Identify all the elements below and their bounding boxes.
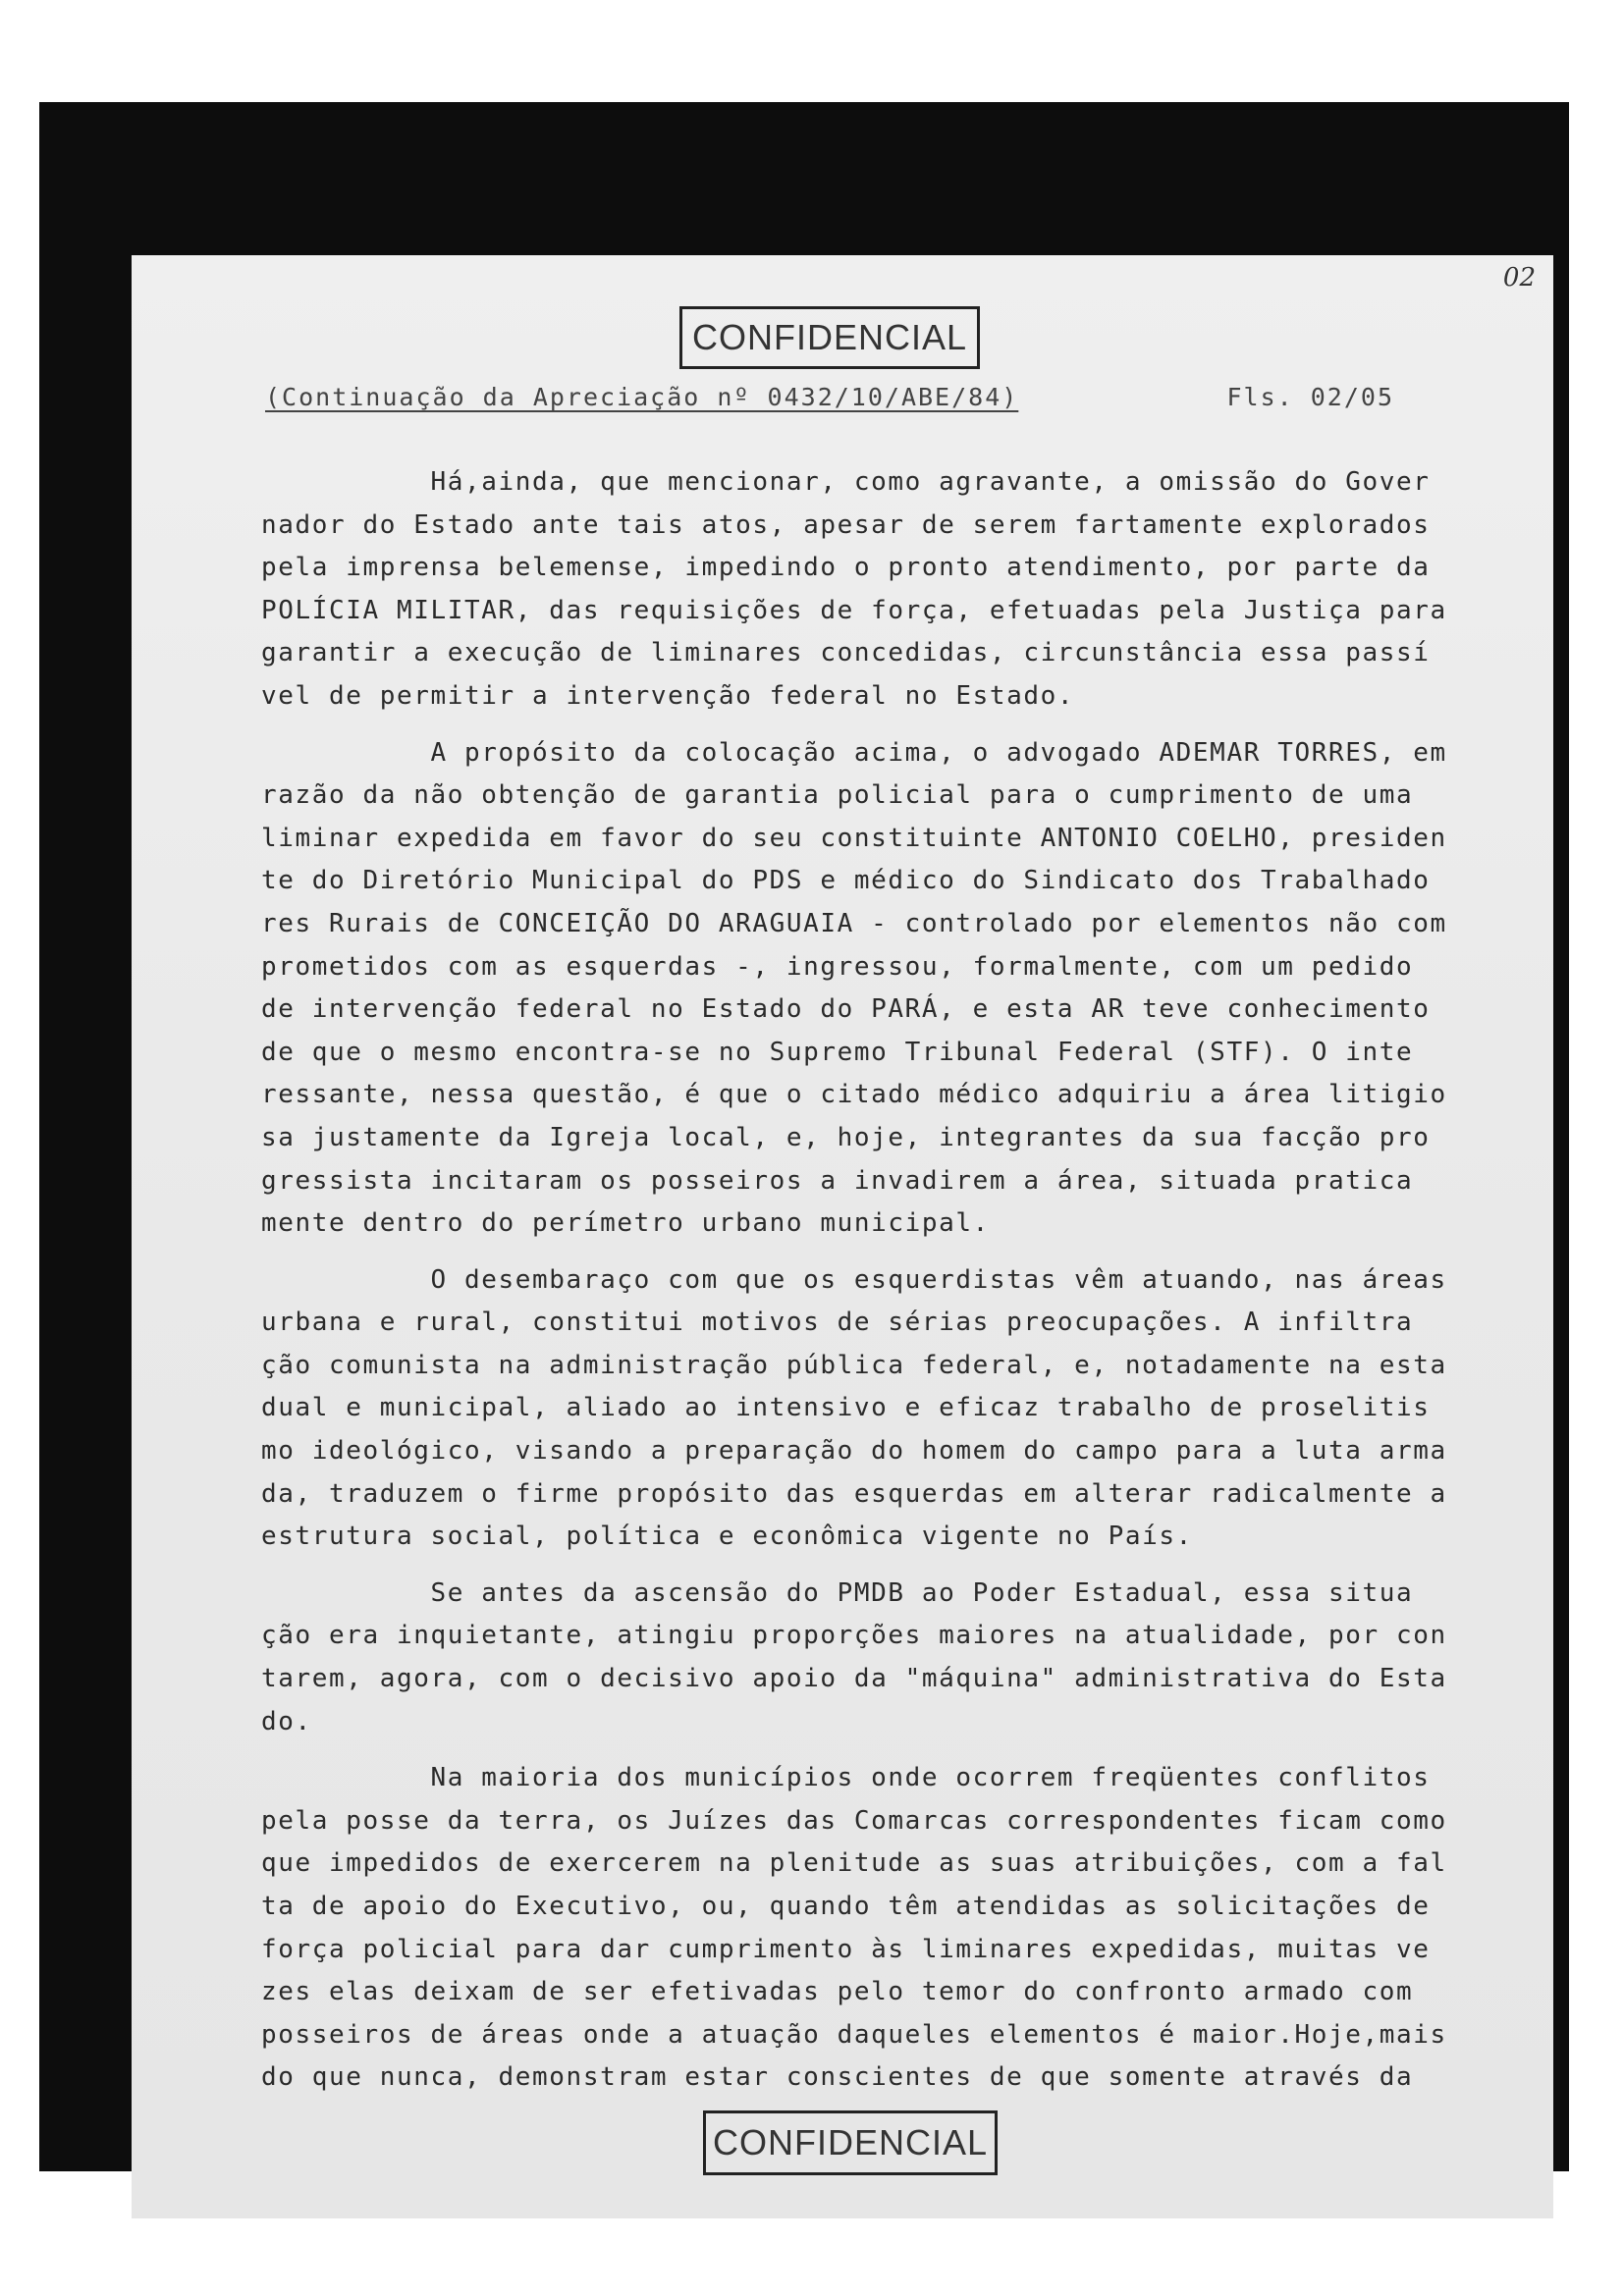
text-line: posseiros de áreas onde a atuação daqueles elementos é maior.Hoje,mais [261, 2019, 1447, 2050]
text-line: POLÍCIA MILITAR, das requisições de força, efetuadas pela Justiça para [261, 595, 1447, 625]
text-line: força policial para dar cumprimento às liminares expedidas, muitas ve [261, 1934, 1431, 1964]
text-line: razão da não obtenção de garantia policial para o cumprimento de uma [261, 780, 1414, 811]
paragraph [261, 732, 1479, 1246]
text-line: Se antes da ascensão do PMDB ao Poder Estadual, essa situa [261, 1577, 1414, 1608]
text-line: liminar expedida em favor do seu constituinte ANTONIO COELHO, presiden [261, 823, 1447, 853]
scan-border [39, 102, 1569, 2171]
text-line: mente dentro do perímetro urbano municipal. [261, 1208, 990, 1239]
text-line: res Rurais de CONCEIÇÃO DO ARAGUAIA - controlado por elementos não com [261, 908, 1447, 938]
text-line: ção era inquietante, atingiu proporções maiores na atualidade, por con [261, 1621, 1447, 1651]
text-line: zes elas deixam de ser efetivadas pelo temor do confronto armado com [261, 1977, 1414, 2007]
text-line: vel de permitir a intervenção federal no Estado. [261, 680, 1075, 711]
document-page [132, 255, 1553, 2218]
text-line: garantir a execução de liminares concedidas, circunstância essa passí [261, 638, 1431, 668]
text-line: Há,ainda, que mencionar, como agravante, a omissão do Gover [261, 467, 1431, 497]
paragraph [261, 1573, 1479, 1743]
text-line: estrutura social, política e econômica vigente no País. [261, 1522, 1193, 1552]
paragraph [261, 461, 1479, 719]
text-line: de intervenção federal no Estado do PARÁ, e esta AR teve conhecimento [261, 994, 1431, 1025]
text-line: pela posse da terra, os Juízes das Comarcas correspondentes ficam como [261, 1805, 1447, 1836]
document-body [261, 461, 1479, 2100]
text-line: ção comunista na administração pública federal, e, notadamente na esta [261, 1350, 1447, 1380]
text-line: que impedidos de exercerem na plenitude as suas atribuições, com a fal [261, 1848, 1447, 1879]
text-line: sa justamente da Igreja local, e, hoje, integrantes da sua facção pro [261, 1122, 1431, 1152]
header-reference: (Continuação da Apreciação nº 0432/10/ABE/84) [265, 383, 1019, 411]
text-line: prometidos com as esquerdas -, ingressou, formalmente, com um pedido [261, 951, 1414, 982]
page-number: 02 [1502, 263, 1536, 293]
text-line: te do Diretório Municipal do PDS e médico do Sindicato dos Trabalhado [261, 866, 1431, 896]
confidential-stamp-top: CONFIDENCIAL [679, 306, 980, 369]
text-line: ta de apoio do Executivo, ou, quando têm atendidas as solicitações de [261, 1892, 1431, 1921]
text-line: de que o mesmo encontra-se no Supremo Tribunal Federal (STF). O inte [261, 1037, 1414, 1067]
paragraph [261, 1757, 1479, 2100]
confidential-stamp-bottom: CONFIDENCIAL [703, 2110, 998, 2175]
paragraph [261, 1259, 1479, 1559]
text-line: Na maioria dos municípios onde ocorrem freqüentes conflitos [261, 1763, 1431, 1793]
text-line: do que nunca, demonstram estar conscientes de que somente através da [261, 2062, 1414, 2093]
text-line: gressista incitaram os posseiros a invadirem a área, situada pratica [261, 1165, 1414, 1196]
text-line: ressante, nessa questão, é que o citado médico adquiriu a área litigio [261, 1080, 1447, 1110]
text-line: mo ideológico, visando a preparação do homem do campo para a luta arma [261, 1436, 1447, 1467]
text-line: urbana e rural, constitui motivos de sérias preocupações. A infiltra [261, 1308, 1414, 1338]
text-line: A propósito da colocação acima, o advogado ADEMAR TORRES, em [261, 737, 1447, 768]
document-header [265, 383, 1443, 411]
text-line: dual e municipal, aliado ao intensivo e eficaz trabalho de proselitis [261, 1393, 1431, 1423]
text-line: da, traduzem o firme propósito das esquerdas em alterar radicalmente a [261, 1478, 1447, 1509]
text-line: do. [261, 1706, 312, 1736]
text-line: tarem, agora, com o decisivo apoio da "máquina" administrativa do Esta [261, 1664, 1447, 1694]
text-line: pela imprensa belemense, impedindo o pronto atendimento, por parte da [261, 553, 1431, 583]
text-line: O desembaraço com que os esquerdistas vêm atuando, nas áreas [261, 1264, 1447, 1295]
text-line: nador do Estado ante tais atos, apesar de serem fartamente explorados [261, 509, 1431, 540]
header-folio: Fls. 02/05 [1226, 383, 1394, 411]
